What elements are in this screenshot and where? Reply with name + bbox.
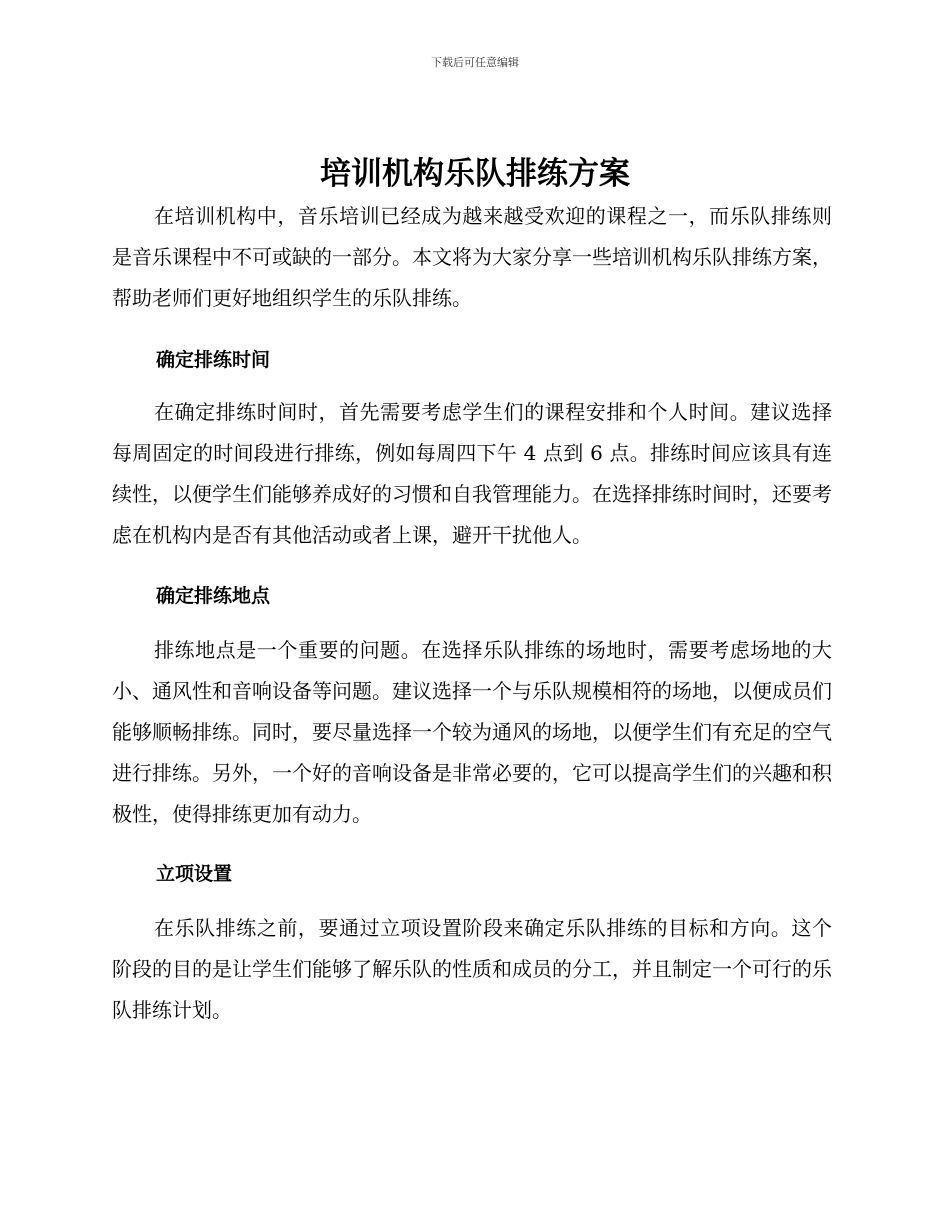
header-note: 下载后可任意编辑 bbox=[431, 56, 519, 69]
section-body-location: 排练地点是一个重要的问题。在选择乐队排练的场地时，需要考虑场地的大小、通风性和音响设备等问题。建议选择一个与乐队规模相符的场地，以便成员们能够顺畅排练。同时，要尽量选择一个较为通风的场地，以便学生们有充足的空气进行排练。另外，一个好的音响设备是非常必要的，它可以提高学生们的兴趣和积极性，使得排练更加有动力。 bbox=[112, 638, 832, 826]
section-heading-time: 确定排练时间 bbox=[156, 349, 271, 371]
section-body-project: 在乐队排练之前，要通过立项设置阶段来确定乐队排练的目标和方向。这个阶段的目的是让学生们能够了解乐队的性质和成员的分工，并且制定一个可行的乐队排练计划。 bbox=[112, 916, 832, 1022]
section-heading-location: 确定排练地点 bbox=[156, 585, 271, 607]
document-title: 培训机构乐队排练方案 bbox=[320, 156, 630, 192]
section-body-time: 在确定排练时间时，首先需要考虑学生们的课程安排和个人时间。建议选择每周固定的时间段进行排练，例如每周四下午 4 点到 6 点。排练时间应该具有连续性，以便学生们能够养成好的习惯和自我管理能力。在选择排练时间时，还要考虑在机构内是否有其他活动或者上课，避开干扰他人。 bbox=[112, 400, 832, 547]
section-heading-project: 立项设置 bbox=[156, 863, 233, 885]
intro-paragraph: 在培训机构中，音乐培训已经成为越来越受欢迎的课程之一，而乐队排练则是音乐课程中不可或缺的一部分。本文将为大家分享一些培训机构乐队排练方案，帮助老师们更好地组织学生的乐队排练。 bbox=[112, 204, 832, 310]
